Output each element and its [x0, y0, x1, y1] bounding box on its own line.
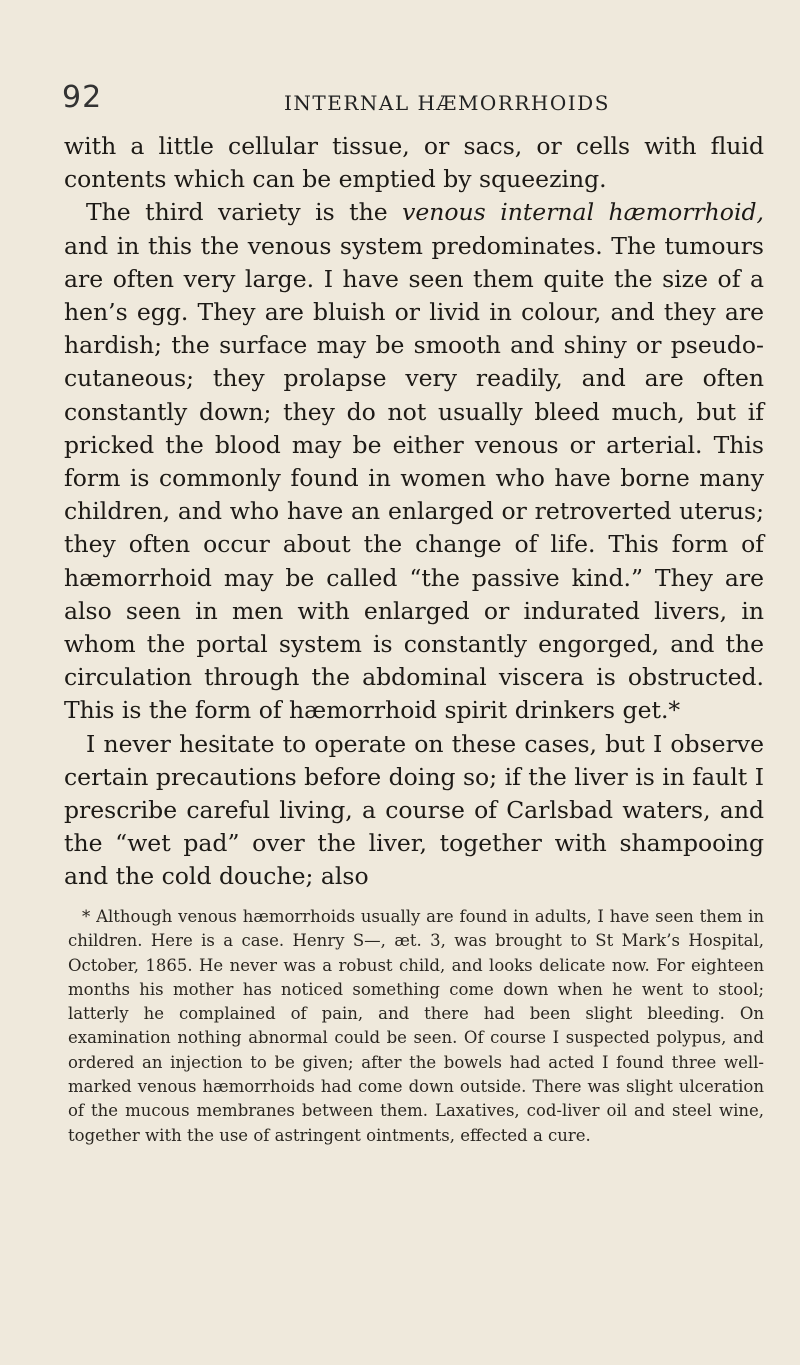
footnote-text: * Although venous hæmorrhoids usually are found in adults, I have seen them in children. Here is a case. Henry S—, æt. 3, was brought to St Mark’s Hospital, October, 1865. He never was a robust child, and looks delicate now. For eighteen months his mother has noticed something come down when he went to stool; latterly he complained of pain, and there had been slight bleeding. On examination nothing abnormal could be seen. Of course I suspected polypus, and ordered an injection to be given; after the bowels had acted I found three well-marked venous hæmorrhoids had come down outside. There was slight ulceration of the mucous membranes between them. Laxatives, cod-liver oil and steel wine, together with the use of astringent ointments, effected a cure. [68, 907, 764, 1145]
paragraph-2-italic-term: venous internal hæmorrhoid, [402, 198, 764, 227]
running-head: INTERNAL HÆMORRHOIDS [284, 91, 610, 115]
paragraph-3: I never hesitate to operate on these cases, but I observe certain precautions before doing so; if the liver is in fault I prescribe careful living, a course of Carlsbad waters, and the “wet pad” over the liver, together with shampooing and the cold douche; also [64, 729, 764, 891]
paragraph-2-rest: and in this the venous system predominates. The tumours are often very large. I have seen them quite the size of a hen’s egg. They are bluish or livid in colour, and they are hardish; the surface may be smooth and shiny or pseudo-cutaneous; they prolapse very readily, and are often constantly down; they do not usually bleed much, but if pricked the blood may be either venous or arterial. This form is commonly found in women who have borne many children, and who have an enlarged or retroverted uterus; they often occur about the change of life. This form of hæmorrhoid may be called “the passive kind.” They are also seen in men with enlarged or indurated livers, in whom the portal system is constantly engorged, and the circulation through the abdominal viscera is obstructed. This is the form of hæmorrhoid spirit drinkers get.* [64, 231, 764, 725]
page-number: 92 [62, 80, 103, 115]
footnote [68, 905, 764, 1148]
paragraph-2 [64, 196, 764, 727]
main-text [64, 130, 764, 894]
paragraph-1: with a little cellular tissue, or sacs, or cells with fluid contents which can be emptied by squeezing. [64, 132, 764, 194]
paragraph-2-lead: The third variety is the [86, 198, 388, 227]
